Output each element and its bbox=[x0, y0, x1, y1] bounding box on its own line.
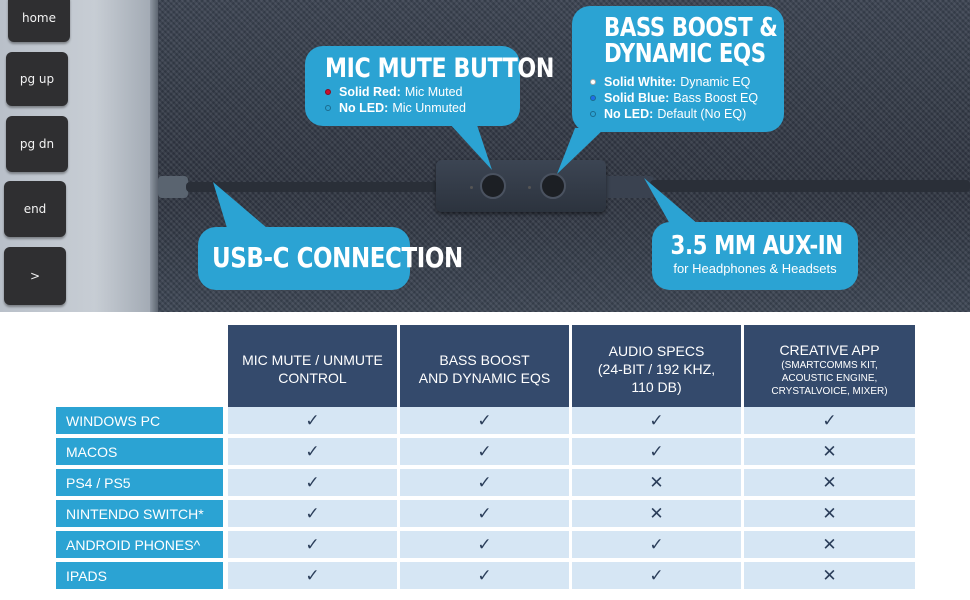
check-icon: ✓ bbox=[400, 438, 569, 465]
key-pgdn bbox=[6, 116, 68, 172]
key-end bbox=[4, 181, 66, 237]
eq-led-icon bbox=[528, 186, 531, 189]
check-icon: ✓ bbox=[228, 407, 397, 434]
header-mic-mute bbox=[228, 325, 397, 413]
row-label-nintendo-switch: NINTENDO SWITCH* bbox=[56, 500, 223, 527]
item-label: Solid Blue: bbox=[604, 91, 670, 105]
header-text: CREATIVE APP bbox=[779, 341, 880, 358]
callout-pointer-mic bbox=[440, 122, 500, 174]
key-label: home bbox=[21, 11, 57, 25]
item-value: Default (No EQ) bbox=[657, 107, 747, 121]
check-icon: ✓ bbox=[228, 469, 397, 496]
laptop-edge bbox=[150, 0, 158, 312]
cross-icon: ✕ bbox=[744, 562, 915, 589]
callout-aux-in bbox=[652, 222, 858, 290]
usb-c-plug bbox=[158, 176, 188, 198]
check-icon: ✓ bbox=[228, 531, 397, 558]
header-subtext: (SMARTCOMMS KIT, bbox=[781, 359, 878, 371]
white-led-dot-icon bbox=[590, 79, 596, 85]
callout-title: USB-C CONNECTION bbox=[212, 241, 463, 274]
key-label: pg dn bbox=[19, 137, 55, 151]
check-icon: ✓ bbox=[400, 562, 569, 589]
header-text: 110 DB) bbox=[631, 379, 682, 395]
header-text: MIC MUTE / UNMUTE bbox=[242, 352, 383, 368]
callout-title: MIC MUTE BUTTON bbox=[325, 53, 554, 84]
check-icon: ✓ bbox=[400, 407, 569, 434]
key-pgup bbox=[6, 52, 68, 106]
mic-mute-button-icon bbox=[480, 173, 506, 199]
key-label: > bbox=[29, 269, 41, 283]
check-icon: ✓ bbox=[572, 438, 741, 465]
header-text: AUDIO SPECS bbox=[608, 343, 705, 359]
header-text: BASS BOOST bbox=[439, 352, 530, 368]
check-icon: ✓ bbox=[228, 562, 397, 589]
callout-bass-boost bbox=[572, 6, 784, 132]
row-label-ipads: IPADS bbox=[56, 562, 223, 589]
cross-icon: ✕ bbox=[744, 500, 915, 527]
callout-usb-c bbox=[198, 227, 463, 290]
callout-title: BASS BOOST & bbox=[604, 13, 778, 43]
header-text: CONTROL bbox=[278, 370, 347, 386]
check-icon: ✓ bbox=[572, 531, 741, 558]
header-subtext: ACOUSTIC ENGINE, bbox=[781, 372, 878, 384]
cross-icon: ✕ bbox=[572, 469, 741, 496]
cross-icon: ✕ bbox=[744, 531, 915, 558]
check-icon: ✓ bbox=[228, 500, 397, 527]
item-value: Mic Muted bbox=[404, 85, 463, 99]
key-label: pg up bbox=[19, 72, 55, 86]
check-icon: ✓ bbox=[228, 438, 397, 465]
header-text: AND DYNAMIC EQS bbox=[418, 370, 551, 386]
check-icon: ✓ bbox=[400, 469, 569, 496]
item-value: Bass Boost EQ bbox=[673, 91, 759, 105]
row-label-windows: WINDOWS PC bbox=[56, 407, 223, 434]
item-value: Mic Unmuted bbox=[392, 101, 466, 115]
header-audio-specs bbox=[572, 325, 741, 413]
compatibility-table bbox=[0, 312, 970, 600]
callout-title: DYNAMIC EQS bbox=[604, 39, 766, 69]
item-label: Solid Red: bbox=[339, 85, 401, 99]
key-arrow bbox=[4, 247, 66, 305]
item-label: Solid White: bbox=[604, 75, 677, 89]
check-icon: ✓ bbox=[572, 562, 741, 589]
callout-item bbox=[325, 100, 520, 116]
header-text: (24-BIT / 192 KHZ, bbox=[597, 361, 716, 377]
key-home bbox=[8, 0, 70, 42]
callout-item bbox=[590, 90, 784, 106]
cross-icon: ✕ bbox=[744, 438, 915, 465]
item-value: Dynamic EQ bbox=[680, 75, 751, 89]
key-label: end bbox=[23, 202, 47, 216]
no-led-dot-icon bbox=[325, 105, 331, 111]
callout-item bbox=[325, 84, 520, 100]
blue-led-dot-icon bbox=[590, 95, 596, 101]
row-label-macos: MACOS bbox=[56, 438, 223, 465]
callout-subtitle: for Headphones & Headsets bbox=[673, 261, 837, 276]
callout-pointer-usb bbox=[205, 182, 275, 232]
callout-item bbox=[590, 74, 784, 90]
check-icon: ✓ bbox=[400, 531, 569, 558]
callout-pointer-bass bbox=[555, 128, 615, 178]
header-subtext: CRYSTALVOICE, MIXER) bbox=[771, 385, 888, 397]
check-icon: ✓ bbox=[744, 407, 915, 434]
item-label: No LED: bbox=[604, 107, 654, 121]
cross-icon: ✕ bbox=[744, 469, 915, 496]
check-icon: ✓ bbox=[400, 500, 569, 527]
callout-title: 3.5 MM AUX-IN bbox=[670, 231, 843, 261]
row-label-android-phones: ANDROID PHONES^ bbox=[56, 531, 223, 558]
callout-mic-mute bbox=[305, 46, 554, 126]
cross-icon: ✕ bbox=[572, 500, 741, 527]
red-led-dot-icon bbox=[325, 89, 331, 95]
header-creative-app bbox=[744, 325, 915, 413]
header-bass-boost bbox=[400, 325, 569, 413]
row-label-ps4-ps5: PS4 / PS5 bbox=[56, 469, 223, 496]
check-icon: ✓ bbox=[572, 407, 741, 434]
item-label: No LED: bbox=[339, 101, 389, 115]
mic-led-icon bbox=[470, 186, 473, 189]
callout-pointer-aux bbox=[640, 178, 700, 228]
no-led-dot-icon bbox=[590, 111, 596, 117]
callout-item bbox=[590, 106, 784, 122]
